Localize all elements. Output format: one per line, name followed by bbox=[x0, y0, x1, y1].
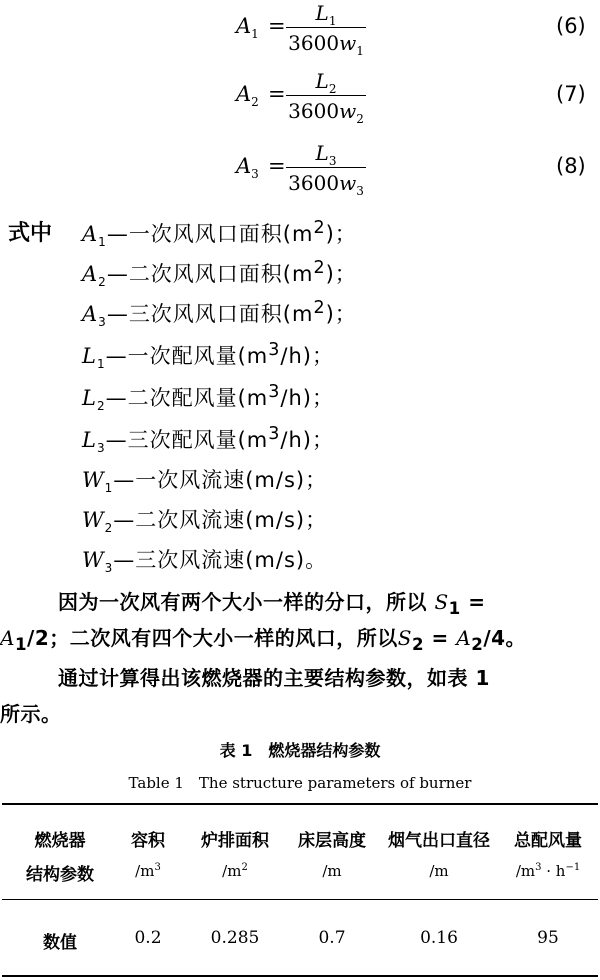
equation-number: (7) bbox=[556, 82, 586, 106]
table-cell: 0.16 bbox=[420, 928, 458, 948]
table-header-unit: $/m^3$ bbox=[135, 862, 161, 880]
definition-item: $L_1—$一次配风量$(m^3/h)$； bbox=[82, 340, 334, 372]
eq-equals: = bbox=[268, 14, 286, 38]
table-cell-label: 数值 bbox=[43, 933, 77, 953]
equation-number: (8) bbox=[556, 154, 586, 178]
eq-fraction: $L_2$ $3600w_2$ bbox=[286, 68, 366, 124]
definition-item: $W_3—$三次风流速(m/s)。 bbox=[82, 548, 328, 576]
equation-number: (6) bbox=[556, 14, 586, 38]
equation-7 bbox=[0, 68, 600, 128]
table-bottom-rule bbox=[2, 975, 598, 977]
definition-item: $A_3—$三次风风口面积$(m^2)$； bbox=[82, 298, 357, 330]
table-cell: 0.7 bbox=[318, 928, 346, 948]
equation-6 bbox=[0, 0, 600, 60]
eq-fraction: $L_3$ $3600w_3$ bbox=[286, 140, 366, 196]
definition-item: $A_1—$一次风风口面积$(m^2)$； bbox=[82, 218, 357, 250]
eq-lhs: $A_2$ bbox=[236, 82, 259, 110]
eq-equals: = bbox=[268, 154, 286, 178]
table-header-cell: 总配风量 bbox=[514, 831, 582, 851]
definition-item: $A_2—$二次风风口面积$(m^2)$； bbox=[82, 258, 357, 290]
table-header-cell: 炉排面积 bbox=[201, 831, 269, 851]
table-top-rule bbox=[2, 803, 598, 805]
table-header-unit: $/m^3 \cdot h^{-1}$ bbox=[515, 862, 581, 880]
table-cell: 0.2 bbox=[134, 928, 162, 948]
equation-8 bbox=[0, 140, 600, 200]
table-header-cell: 燃烧器 bbox=[34, 831, 86, 851]
definition-item: $W_2—$二次风流速(m/s)； bbox=[82, 508, 328, 536]
eq-equals: = bbox=[268, 82, 286, 106]
paragraph-line: $A_1/2$；二次风有四个大小一样的风口，所以$S_2 = A_2/4$。 bbox=[0, 626, 527, 654]
table-header-unit: /m bbox=[322, 862, 342, 880]
definition-item: $L_3—$三次配风量$(m^3/h)$； bbox=[82, 424, 334, 456]
table-caption-cn: 表 1 燃烧器结构参数 bbox=[219, 741, 381, 760]
table-header-cell: 床层高度 bbox=[298, 831, 366, 851]
definitions-label: 式中 bbox=[8, 221, 53, 246]
definition-item: $W_1—$一次风流速(m/s)； bbox=[82, 468, 328, 496]
paragraph-line: 所示。 bbox=[0, 702, 62, 726]
table-mid-rule bbox=[2, 899, 598, 900]
eq-lhs: $A_3$ bbox=[236, 154, 259, 182]
table-header-cell: 烟气出口直径 bbox=[388, 831, 490, 851]
eq-fraction: $L_1$ $3600w_1$ bbox=[286, 0, 366, 56]
eq-lhs: $A_1$ bbox=[236, 14, 259, 42]
table-cell: 0.285 bbox=[210, 928, 260, 948]
table-cell: 95 bbox=[537, 928, 559, 948]
table-header-cell: 容积 bbox=[131, 831, 165, 851]
table-header-cell: 结构参数 bbox=[26, 865, 94, 885]
paragraph-line: 通过计算得出该燃烧器的主要结构参数，如表 1 bbox=[58, 666, 490, 690]
table-header-unit: $/m^2$ bbox=[222, 862, 248, 880]
paragraph-line: 因为一次风有两个大小一样的分口，所以 $S_1$ = bbox=[58, 590, 486, 618]
definition-item: $L_2—$二次配风量$(m^3/h)$； bbox=[82, 382, 334, 414]
table-caption-en: Table 1 The structure parameters of burner bbox=[128, 774, 472, 792]
table-header-unit: /m bbox=[429, 862, 449, 880]
